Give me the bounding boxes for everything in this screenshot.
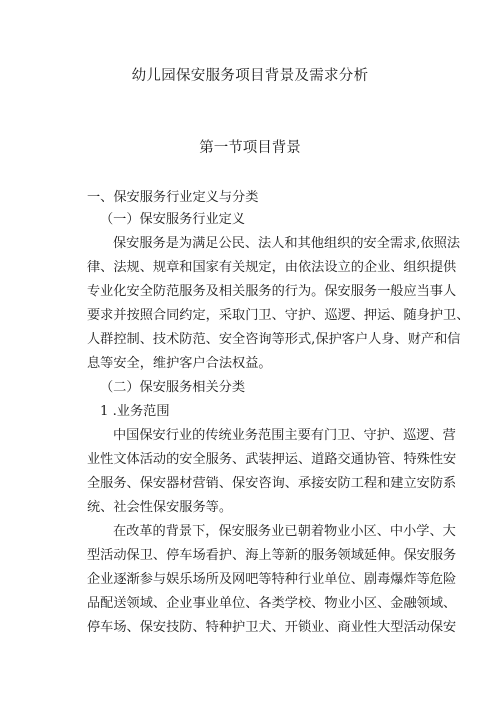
paragraph-line: 统、社会性保安服务等。 bbox=[87, 500, 233, 515]
paragraph-line: 人群控制、技术防范、安全咨询等形式,保护客户人身、财产和信 bbox=[87, 332, 461, 347]
paragraph-line: 停车场、保安技防、特种护卫犬、开锁业、商业性大型活动保安 bbox=[87, 620, 457, 635]
paragraph-line: 在改革的背景下，保安服务业已朝着物业小区、中小学、大 bbox=[113, 524, 456, 539]
paragraph-line: 企业逐渐参与娱乐场所及网吧等特种行业单位、剧毒爆炸等危险 bbox=[87, 572, 457, 587]
paragraph-line: 业性文体活动的安全服务、武装押运、道路交通协管、特殊性安 bbox=[87, 452, 457, 467]
paragraph-line: 律、法规、规章和国家有关规定，由依法设立的企业、组织提供 bbox=[87, 260, 457, 275]
item-business-scope: 1 .业务范围 bbox=[100, 404, 170, 419]
subheading-definition: （一）保安服务行业定义 bbox=[100, 212, 246, 227]
paragraph-line: 型活动保卫、停车场看护、海上等新的服务领域延伸。保安服务 bbox=[87, 548, 457, 563]
paragraph-line: 品配送领域、企业事业单位、各类学校、物业小区、金融领域、 bbox=[87, 596, 457, 611]
paragraph-line: 全服务、保安器材营销、保安咨询、承接安防工程和建立安防系 bbox=[87, 476, 457, 491]
section-title: 第一节项目背景 bbox=[199, 140, 301, 156]
paragraph-line: 保安服务是为满足公民、法人和其他组织的安全需求,依照法 bbox=[113, 236, 461, 251]
subheading-categories: （二）保安服务相关分类 bbox=[100, 380, 246, 395]
paragraph-line: 息等安全，维护客户合法权益。 bbox=[87, 356, 272, 371]
paragraph-line: 中国保安行业的传统业务范围主要有门卫、守护、巡逻、营 bbox=[113, 428, 456, 443]
paragraph-line: 要求并按照合同约定，采取门卫、守护、巡逻、押运、随身护卫、 bbox=[87, 308, 470, 323]
heading-1: 一、保安服务行业定义与分类 bbox=[87, 190, 259, 205]
document-title: 幼儿园保安服务项目背景及需求分析 bbox=[131, 68, 369, 84]
paragraph-line: 专业化安全防范服务及相关服务的行为。保安服务一般应当事人 bbox=[87, 284, 457, 299]
